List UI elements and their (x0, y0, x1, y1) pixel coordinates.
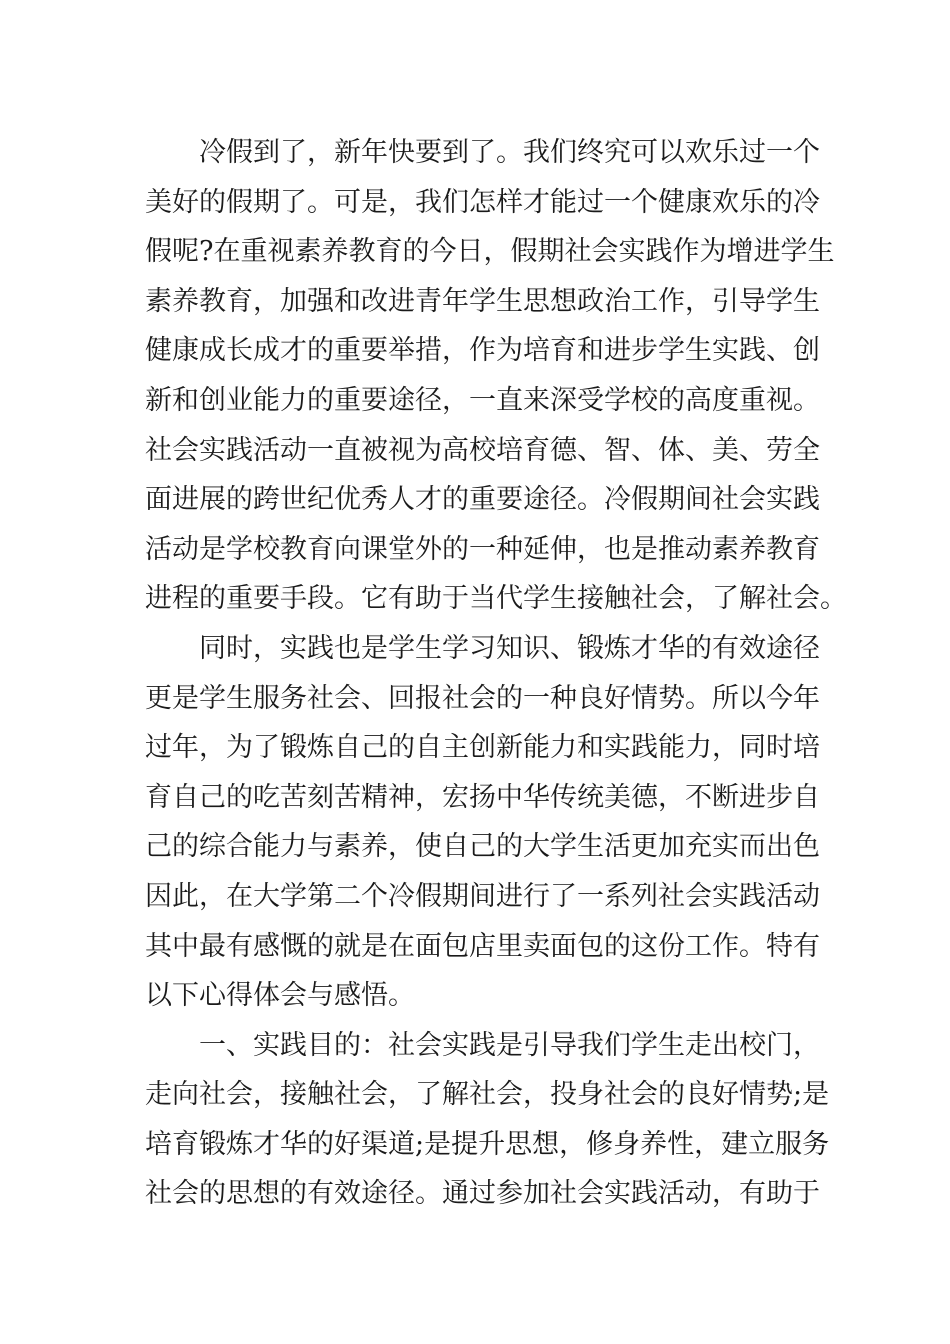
text-line: 一、实践目的：社会实践是引导我们学生走出校门， (199, 1029, 820, 1061)
text-line: 以下心得体会与感悟。 (145, 980, 415, 1012)
text-line: 冷假到了，新年快要到了。我们终究可以欢乐过一个 (199, 137, 820, 168)
text-line: 己的综合能力与素养，使自己的大学生活更加充实而出色 (145, 831, 820, 863)
text-line: 面进展的跨世纪优秀人才的重要途径。冷假期间社会实践 (145, 484, 820, 516)
text-line: 素养教育，加强和改进青年学生思想政治工作，引导学生 (145, 285, 820, 317)
text-line: 同时，实践也是学生学习知识、锻炼才华的有效途径 (199, 632, 820, 664)
text-line: 育自己的吃苦刻苦精神，宏扬中华传统美德，不断进步自 (145, 781, 820, 813)
text-line: 过年，为了锻炼自己的自主创新能力和实践能力，同时培 (145, 732, 820, 764)
text-line: 活动是学校教育向课堂外的一种延伸，也是推动素养教育 (145, 533, 820, 565)
text-line: 走向社会，接触社会，了解社会，投身社会的良好情势;是 (145, 1079, 830, 1111)
text-line: 社会的思想的有效途径。通过参加社会实践活动，有助于 (145, 1178, 820, 1210)
text-line: 新和创业能力的重要途径，一直来深受学校的高度重视。 (145, 384, 820, 416)
text-line: 培育锻炼才华的好渠道;是提升思想，修身养性，建立服务 (145, 1128, 830, 1160)
text-line: 假呢?在重视素养教育的今日，假期社会实践作为增进学生 (145, 236, 835, 268)
text-line: 进程的重要手段。它有助于当代学生接触社会，了解社会。 (145, 583, 847, 615)
text-line: 美好的假期了。可是，我们怎样才能过一个健康欢乐的冷 (145, 186, 820, 218)
text-line: 社会实践活动一直被视为高校培育德、智、体、美、劳全 (145, 434, 820, 466)
document-body (145, 128, 847, 1219)
text-line: 健康成长成才的重要举措，作为培育和进步学生实践、创 (145, 335, 820, 367)
text-line: 其中最有感慨的就是在面包店里卖面包的这份工作。特有 (145, 930, 820, 962)
text-line: 更是学生服务社会、回报社会的一种良好情势。所以今年 (145, 682, 820, 714)
text-line: 因此，在大学第二个冷假期间进行了一系列社会实践活动 (145, 880, 820, 912)
